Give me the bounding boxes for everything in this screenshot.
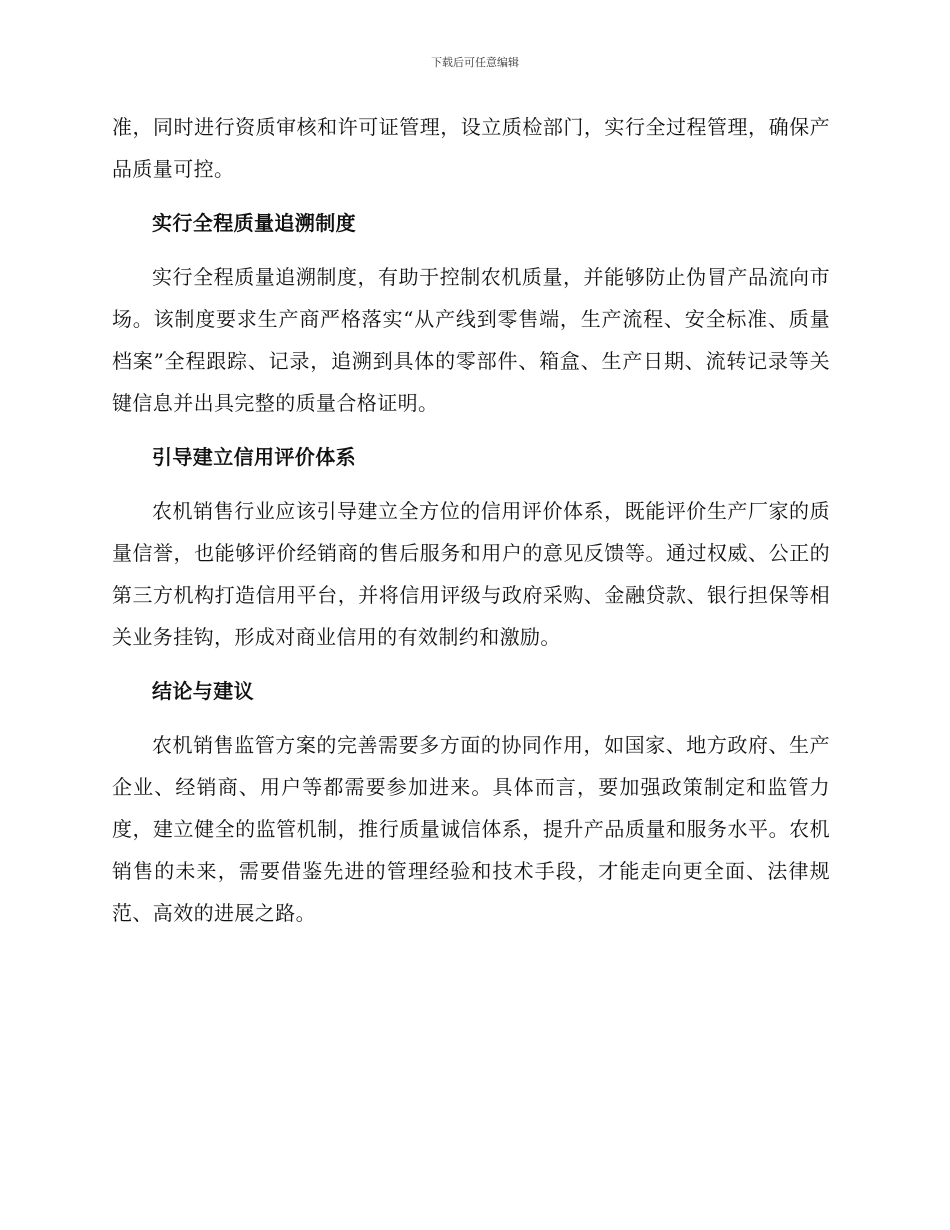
document-body [112,106,830,946]
section-heading: 实行全程质量追溯制度 [152,211,356,235]
section-paragraph: 农机销售监管方案的完善需要多方面的协同作用，如国家、地方政府、生产企业、经销商、用户等都需要参加进来。具体而言，要加强政策制定和监管力度，建立健全的监管机制，推行质量诚信体系，提升产品质量和服务水平。农机销售的未来，需要借鉴先进的管理经验和技术手段，才能走向更全面、法律规范、高效的进展之路。 [112,733,830,925]
section-heading: 引导建立信用评价体系 [152,445,356,469]
section-paragraph: 实行全程质量追溯制度，有助于控制农机质量，并能够防止伪冒产品流向市场。该制度要求生产商严格落实“从产线到零售端，生产流程、安全标准、质量档案”全程跟踪、记录，追溯到具体的零部件、箱盒、生产日期、流转记录等关键信息并出具完整的质量合格证明。 [112,265,830,415]
section-heading: 结论与建议 [152,679,254,703]
header-note: 下载后可任意编辑 [431,56,519,69]
intro-paragraph: 准，同时进行资质审核和许可证管理，设立质检部门，实行全过程管理，确保产品质量可控。 [112,115,830,181]
section-paragraph: 农机销售行业应该引导建立全方位的信用评价体系，既能评价生产厂家的质量信誉，也能够评价经销商的售后服务和用户的意见反馈等。通过权威、公正的第三方机构打造信用平台，并将信用评级与政府采购、金融贷款、银行担保等相关业务挂钩，形成对商业信用的有效制约和激励。 [112,499,830,649]
